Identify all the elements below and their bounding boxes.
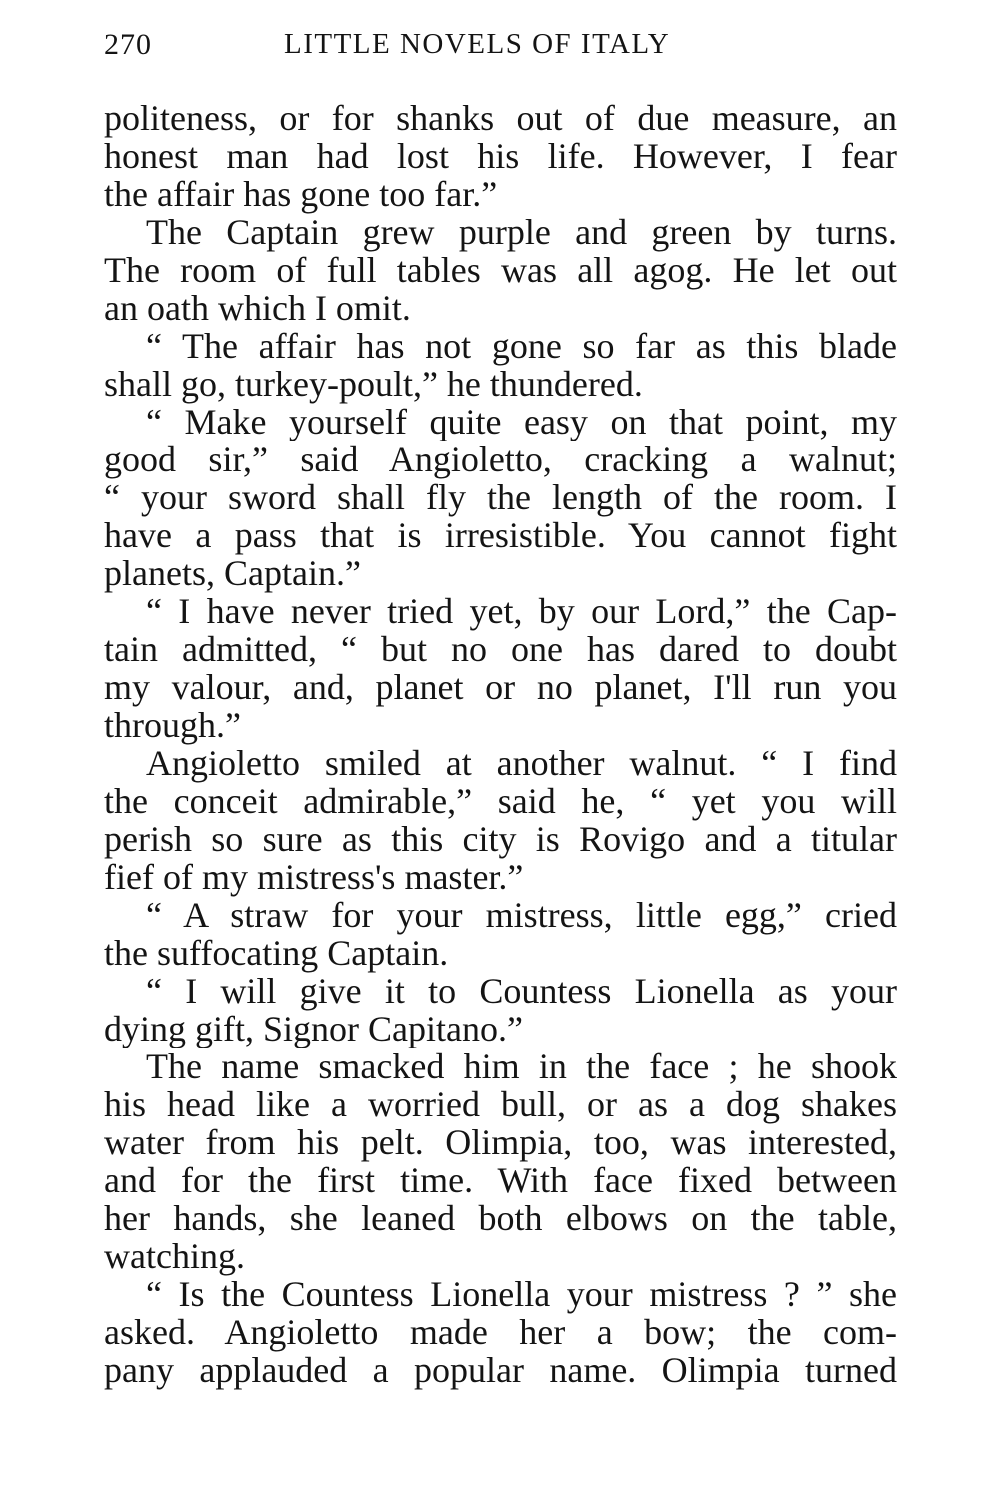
text-line: her hands, she leaned both elbows on the table, [104,1200,897,1239]
text-line: “ I will give it to Countess Lionella as your [146,972,897,1011]
running-title: LITTLE NOVELS OF ITALY [284,28,671,60]
text-line: my valour, and, planet or no planet, I'll run you [104,669,897,707]
text-line: “ Is the Countess Lionella your mistress ? ” she [146,1276,897,1314]
text-line: fief of my mistress's master.” [104,858,524,897]
text-line: watching. [104,1238,245,1277]
text-line: The room of full tables was all agog. He let out [104,251,897,290]
text-line: the affair has gone too far.” [104,175,498,214]
text-line: water from his pelt. Olimpia, too, was interested, [104,1124,897,1163]
text-line: good sir,” said Angioletto, cracking a walnut; [104,441,897,480]
text-line: planets, Captain.” [104,555,361,594]
text-line: his head like a worried bull, or as a dog shakes [104,1086,897,1125]
text-line: an oath which I omit. [104,289,411,328]
text-line: shall go, turkey-poult,” he thundered. [104,365,643,404]
text-line: “ your sword shall fly the length of the room. I [104,479,897,518]
text-line: through.” [104,707,241,745]
text-line: politeness, or for shanks out of due measure, an [104,100,897,138]
text-line: “ Make yourself quite easy on that point, my [146,403,897,442]
text-line: asked. Angioletto made her a bow; the com- [104,1314,897,1352]
text-line: “ The affair has not gone so far as this blade [146,327,897,366]
page-number: 270 [104,28,152,61]
text-line: The name smacked him in the face ; he shook [146,1048,897,1087]
text-line: dying gift, Signor Capitano.” [104,1010,523,1049]
body-text [104,100,897,1390]
text-line: and for the first time. With face fixed between [104,1162,897,1201]
text-line: tain admitted, “ but no one has dared to doubt [104,631,897,670]
text-line: honest man had lost his life. However, I fear [104,137,897,176]
text-line: the conceit admirable,” said he, “ yet you will [104,782,897,821]
text-line: perish so sure as this city is Rovigo and a titular [104,820,897,859]
text-line: The Captain grew purple and green by turns. [146,213,897,252]
text-line: Angioletto smiled at another walnut. “ I find [146,744,897,783]
text-line: “ I have never tried yet, by our Lord,” the Cap- [146,593,897,632]
text-line: “ A straw for your mistress, little egg,” cried [146,896,897,935]
text-line: pany applauded a popular name. Olimpia turned [104,1351,897,1390]
running-head [104,28,900,68]
text-line: the suffocating Captain. [104,934,449,973]
text-line: have a pass that is irresistible. You cannot fight [104,517,897,556]
